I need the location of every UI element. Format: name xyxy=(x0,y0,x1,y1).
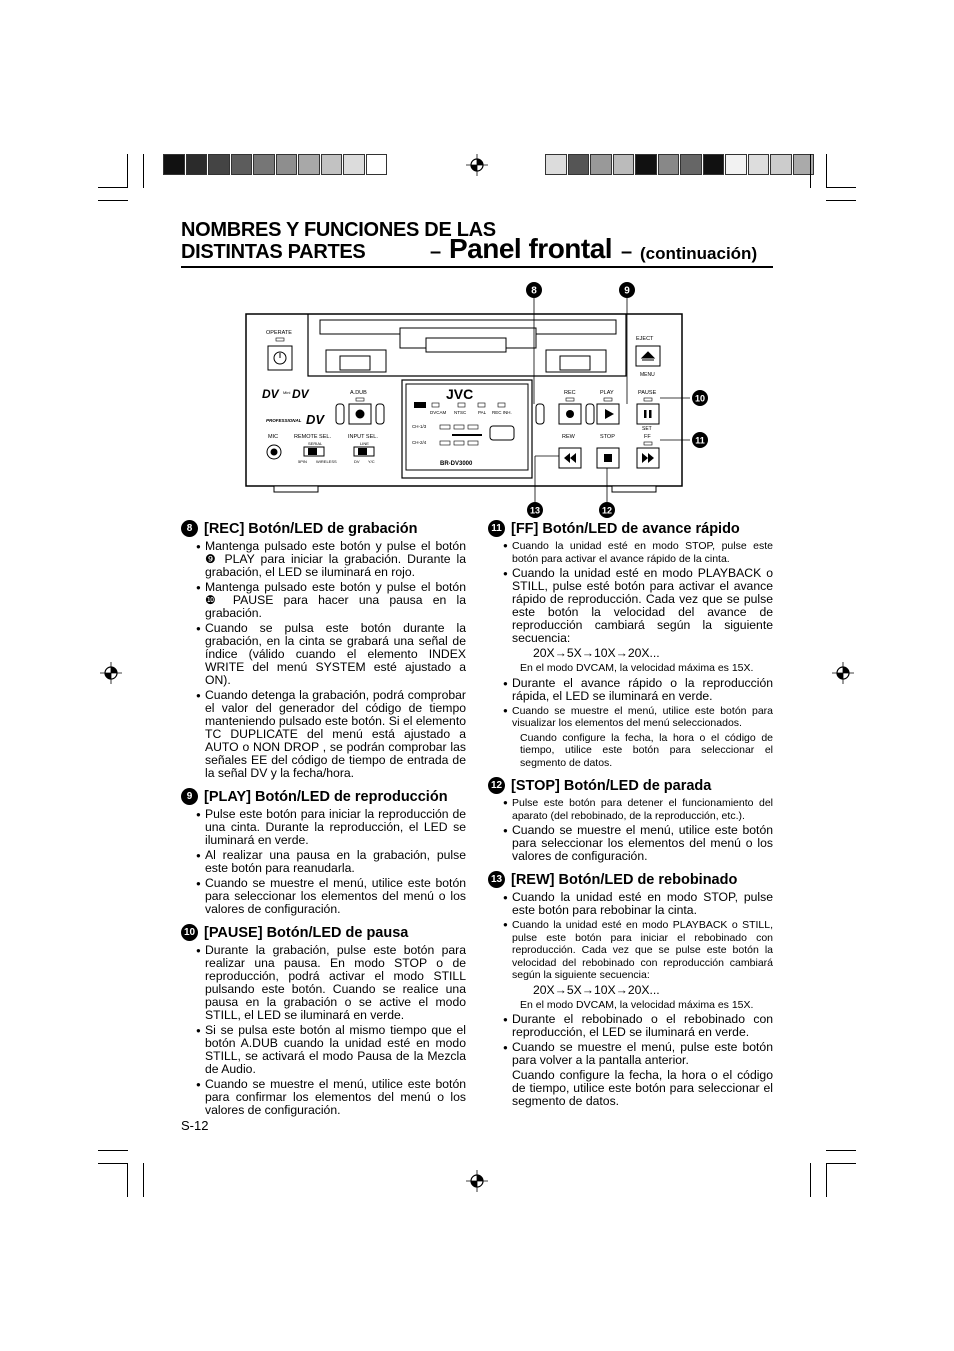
page-title-main: Panel frontal xyxy=(449,233,613,264)
label-play: PLAY xyxy=(600,390,614,396)
label-ch13: CH-1/3 xyxy=(412,424,427,429)
title-rule xyxy=(181,266,773,268)
section-13 xyxy=(488,871,773,1108)
section-heading xyxy=(181,788,466,805)
color-bar-left xyxy=(163,154,388,175)
title-dash: – xyxy=(430,241,442,263)
page-title-line1: NOMBRES Y FUNCIONES DE LAS xyxy=(181,219,496,241)
label-operate: OPERATE xyxy=(266,330,292,336)
jvc-logo: JVC xyxy=(446,386,474,402)
list-item: ● Cuando se muestre el menú, utilice este botón para seleccionar los elementos del menú o los valores de configuración. xyxy=(488,824,773,863)
list-item: ● Cuando la unidad esté en modo PLAYBACK o STILL, pulse este botón para iniciar el rebobinado con reproducción. Cada vez que se pulse este botón la velocidad del rebobinado con reproducción cambiará según la siguiente secuencia: xyxy=(488,919,773,982)
color-swatch xyxy=(613,154,635,175)
label-yc: Y/C xyxy=(368,459,375,464)
color-swatch xyxy=(231,154,253,175)
bullet-list xyxy=(488,891,773,1108)
color-swatch xyxy=(276,154,298,175)
label-eject: EJECT xyxy=(636,336,654,342)
section-number-badge: 10 xyxy=(181,924,198,941)
section-12 xyxy=(488,777,773,863)
registration-mark-icon xyxy=(100,662,122,684)
list-item: ● Mantenga pulsado este botón y pulse el botón ❾ PLAY para iniciar la grabación. Durante la grabación, el LED se iluminará en rojo. xyxy=(181,540,466,579)
color-swatch xyxy=(703,154,725,175)
list-item: Cuando configure la fecha, la hora o el código de tiempo, utilice este botón para seleccionar el segmento de datos. xyxy=(520,731,773,769)
color-bar-right xyxy=(545,154,815,175)
bullet-list xyxy=(181,540,466,780)
list-item: ● Durante la grabación, pulse este botón para realizar una pausa. En modo STOP o de reproducción, podrá activar el modo STILL pulsando este botón. Cuando se realice una pausa en la grabación o se active el modo STILL, el LED se iluminará en verde. xyxy=(181,944,466,1022)
bullet-list xyxy=(488,797,773,863)
section-heading xyxy=(181,924,466,941)
list-item: ● Pulse este botón para iniciar la reproducción de una cinta. Durante la reproducción, el LED se iluminará en verde. xyxy=(181,808,466,847)
section-9 xyxy=(181,788,466,916)
section-10 xyxy=(181,924,466,1117)
label-rec-inh: REC INH. xyxy=(492,410,512,415)
section-title: [FF] Botón/LED de avance rápido xyxy=(511,520,740,537)
section-heading xyxy=(181,520,466,537)
right-column xyxy=(488,520,773,1112)
svg-text:DV: DV xyxy=(306,412,325,427)
color-swatch xyxy=(208,154,230,175)
color-swatch xyxy=(590,154,612,175)
section-number-badge: 8 xyxy=(181,520,198,537)
section-title: [REC] Botón/LED de grabación xyxy=(204,520,418,537)
callout-11: 11 xyxy=(695,435,705,446)
label-input-sel: INPUT SEL. xyxy=(348,434,378,440)
color-swatch xyxy=(343,154,365,175)
section-11 xyxy=(488,520,773,769)
label-ff: FF xyxy=(644,434,651,440)
list-item: ● Durante el rebobinado o el rebobinado con reproducción, el LED se iluminará en verde. xyxy=(488,1013,773,1039)
section-8 xyxy=(181,520,466,780)
section-number-badge: 13 xyxy=(488,871,505,888)
label-model: BR-DV3000 xyxy=(440,461,473,467)
list-item: ● Cuando se pulsa este botón durante la grabación, en la cinta se grabará una señal de índice (válido cuando el elemento INDEX WRITE del menú SYSTEM esté ajustado a ON). xyxy=(181,622,466,687)
title-dash: – xyxy=(621,241,633,263)
label-mic: MIC xyxy=(268,434,279,440)
label-stop: STOP xyxy=(600,434,615,440)
callout-10: 10 xyxy=(694,393,706,404)
list-item: Cuando configure la fecha, la hora o el código de tiempo, utilice este botón para seleccionar el segmento de datos. xyxy=(512,1068,773,1108)
color-swatch xyxy=(253,154,275,175)
list-item: En el modo DVCAM, la velocidad máxima es 15X. xyxy=(520,662,754,674)
list-item: ● Cuando se muestre el menú, pulse este botón para volver a la pantalla anterior. xyxy=(488,1041,773,1067)
list-item: ● Cuando la unidad esté en modo STOP, pulse este botón para activar el avance rápido de la cinta. xyxy=(488,540,773,565)
label-wireless: WIRELESS xyxy=(316,459,337,464)
section-title: [PAUSE] Botón/LED de pausa xyxy=(204,924,409,941)
label-dvcam: DVCAM xyxy=(430,410,447,415)
color-swatch xyxy=(298,154,320,175)
section-number-badge: 9 xyxy=(181,788,198,805)
svg-text:DV: DV xyxy=(292,387,309,401)
color-swatch xyxy=(748,154,770,175)
color-swatch xyxy=(186,154,208,175)
label-5pin: 5PIN xyxy=(298,459,307,464)
callout-8: 8 xyxy=(531,285,537,297)
label-serial: SERIAL xyxy=(308,441,323,446)
bullet-list xyxy=(181,808,466,916)
page-number: S-12 xyxy=(181,1118,209,1133)
bullet-list xyxy=(488,540,773,769)
callout-12: 12 xyxy=(601,505,613,516)
registration-mark-icon xyxy=(832,662,854,684)
page-title-continuation: (continuación) xyxy=(640,244,758,263)
label-rec: REC xyxy=(564,390,576,396)
section-title: [STOP] Botón/LED de parada xyxy=(511,777,712,794)
callout-13: 13 xyxy=(529,505,541,516)
list-item: ● Cuando la unidad esté en modo PLAYBACK o STILL, pulse esté botón para activar el avance rápido de reproducción. Cada vez que se pulse este botón la velocidad del avance de reproducción cambiará según la siguiente secuencia: xyxy=(488,567,773,645)
label-ch24: CH-2/4 xyxy=(412,440,427,445)
label-ntsc: NTSC xyxy=(454,410,467,415)
color-swatch xyxy=(568,154,590,175)
section-heading xyxy=(488,520,773,537)
label-pause: PAUSE xyxy=(638,390,657,396)
list-item: ● Cuando detenga la grabación, podrá comprobar el valor del generador del código de tiempo manteniendo pulsado este botón. Si el elemento TC DUPLICATE del menú está ajustado a AUTO o NON DROP , se podrán comprobar las señales EE del código de tiempo de entrada de la señal DV y la fecha/hora. xyxy=(181,689,466,780)
list-item: ● Cuando la unidad esté en modo STOP, pulse este botón para rebobinar la cinta. xyxy=(488,891,773,917)
label-line: LINE xyxy=(360,441,369,446)
list-item: ● Cuando se muestre el menú, utilice este botón para confirmar los elementos del menú o los valores de configuración. xyxy=(181,1078,466,1117)
label-remote-sel: REMOTE SEL. xyxy=(294,434,331,440)
left-column xyxy=(181,520,466,1121)
section-heading xyxy=(488,871,773,888)
label-professional: PROFESSIONAL xyxy=(266,418,302,423)
color-swatch xyxy=(635,154,657,175)
dv-logo: DV xyxy=(262,387,279,401)
color-swatch xyxy=(321,154,343,175)
bullet-list xyxy=(181,944,466,1117)
section-title: [REW] Botón/LED de rebobinado xyxy=(511,871,738,888)
color-swatch xyxy=(163,154,185,175)
label-adub: A.DUB xyxy=(350,390,367,396)
registration-mark-icon xyxy=(466,154,488,176)
front-panel-diagram xyxy=(240,280,712,520)
page-title-line2: DISTINTAS PARTES xyxy=(181,241,366,263)
color-swatch xyxy=(545,154,567,175)
list-item: ● Al realizar una pausa en la grabación, pulse este botón para reanudarla. xyxy=(181,849,466,875)
label-pal: PAL xyxy=(478,410,487,415)
section-title: [PLAY] Botón/LED de reproducción xyxy=(204,788,448,805)
list-item: ● Mantenga pulsado este botón y pulse el botón ❿ PAUSE para hacer una pausa en la grabación. xyxy=(181,581,466,620)
list-item: 20X→5X→10X→20X... xyxy=(533,646,660,660)
color-swatch xyxy=(770,154,792,175)
label-menu: MENU xyxy=(640,372,655,378)
list-item: ● Cuando se muestre el menú, utilice este botón para visualizar los elementos del menú seleccionados. xyxy=(488,705,773,730)
list-item: ● Durante el avance rápido o la reproducción rápida, el LED se iluminará en verde. xyxy=(488,677,773,703)
label-rew: REW xyxy=(562,434,575,440)
list-item: ● Cuando se muestre el menú, utilice este botón para seleccionar los elementos del menú o los valores de configuración. xyxy=(181,877,466,916)
list-item: ● Si se pulsa este botón al mismo tiempo que el botón A.DUB cuando la unidad esté en modo STILL, se activará el modo Pausa de la Mezcla de Audio. xyxy=(181,1024,466,1076)
label-dv: DV xyxy=(354,459,360,464)
registration-mark-icon xyxy=(466,1170,488,1192)
color-swatch xyxy=(658,154,680,175)
list-item: En el modo DVCAM, la velocidad máxima es 15X. xyxy=(520,998,754,1011)
section-number-badge: 12 xyxy=(488,777,505,794)
section-heading xyxy=(488,777,773,794)
label-set: SET xyxy=(642,426,652,432)
list-item: 20X→5X→10X→20X... xyxy=(533,982,660,997)
callout-9: 9 xyxy=(624,285,630,297)
list-item: ● Pulse este botón para detener el funcionamiento del aparato (del rebobinado, de la reproducción, etc.). xyxy=(488,797,773,822)
color-swatch xyxy=(725,154,747,175)
label-mini: Mini xyxy=(283,390,291,395)
section-number-badge: 11 xyxy=(488,520,505,537)
color-swatch xyxy=(366,154,388,175)
color-swatch xyxy=(680,154,702,175)
